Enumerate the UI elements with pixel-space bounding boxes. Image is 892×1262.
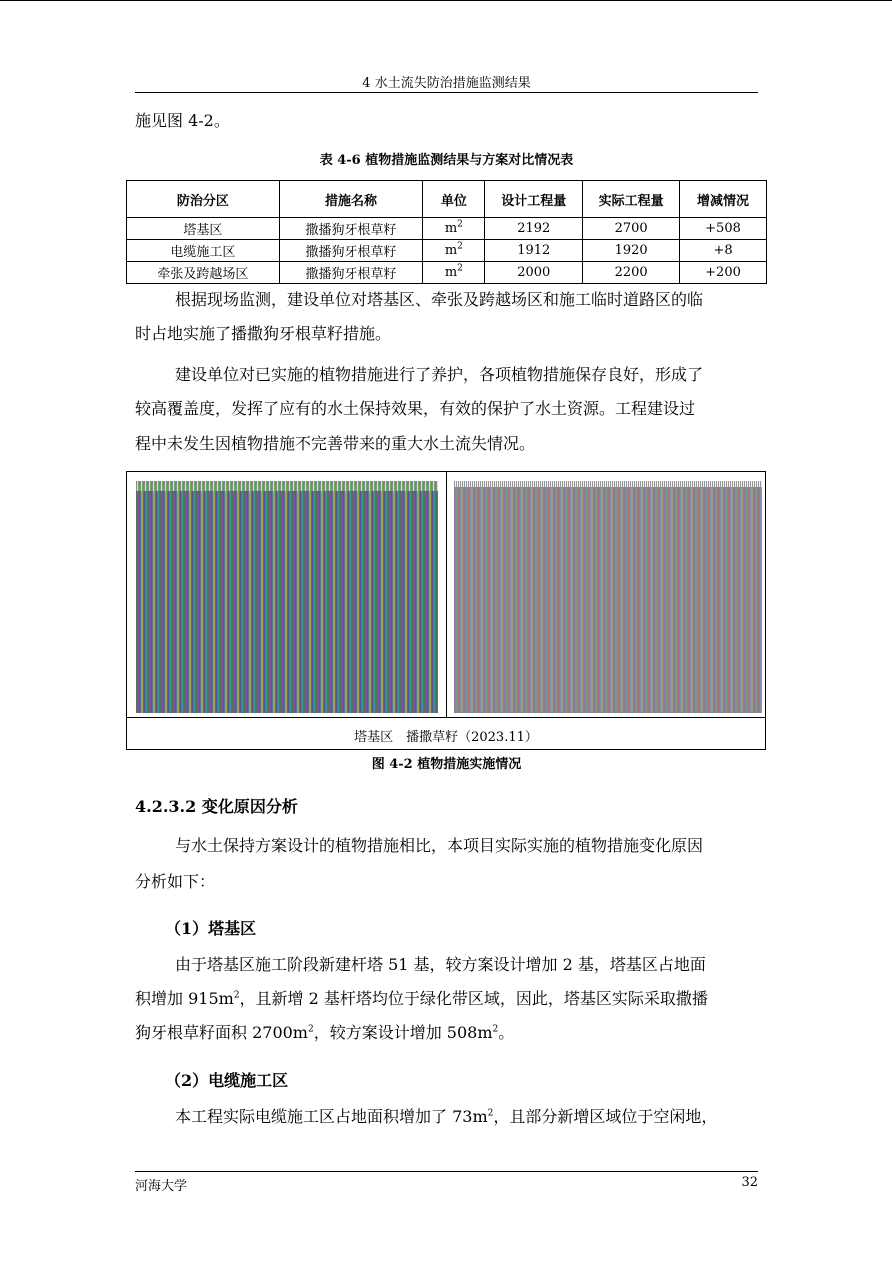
table-caption: 表 4-6 植物措施监测结果与方案对比情况表 xyxy=(319,153,574,168)
col-header-diff: 增减情况 xyxy=(680,181,767,218)
figure-caption: 图 4-2 植物措施实施情况 xyxy=(371,757,522,772)
table-row xyxy=(127,240,767,262)
table-row xyxy=(127,262,767,284)
intro-line: 施见图 4-2。 xyxy=(135,111,230,130)
col-header-unit: 单位 xyxy=(423,181,485,218)
subsection-heading-tower: （1）塔基区 xyxy=(165,919,257,938)
figure-divider-vertical xyxy=(446,472,447,717)
table-header-row xyxy=(127,181,767,218)
col-header-measure: 措施名称 xyxy=(279,181,423,218)
figure-sub-caption: 塔基区 播撒草籽（2023.11） xyxy=(354,730,538,745)
cell-zone: 塔基区 xyxy=(127,218,280,240)
header-rule xyxy=(135,92,758,93)
col-header-design: 设计工程量 xyxy=(485,181,583,218)
subsection-heading-cable: （2）电缆施工区 xyxy=(165,1071,289,1090)
planting-photo-left xyxy=(136,481,438,713)
cell-design: 2192 xyxy=(485,218,583,240)
para1-line1: 根据现场监测，建设单位对塔基区、牵张及跨越场区和施工临时道路区的临 xyxy=(175,290,704,309)
para2-line1: 建设单位对已实施的植物措施进行了养护，各项植物措施保存良好，形成了 xyxy=(175,365,704,384)
cell-actual: 2200 xyxy=(583,262,680,284)
cell-unit: $m^2$ xyxy=(423,240,485,262)
footer-institution: 河海大学 xyxy=(135,1179,188,1194)
figure-frame xyxy=(126,471,766,750)
table-row xyxy=(127,218,767,240)
cell-measure: 撒播狗牙根草籽 xyxy=(279,262,423,284)
cell-unit: $m^2$ xyxy=(423,262,485,284)
running-header: 4 水土流失防治措施监测结果 xyxy=(362,76,531,91)
planting-photo-right xyxy=(454,481,762,713)
sub2-line1: 本工程实际电缆施工区占地面积增加了 $73m^2$，且部分新增区域位于空闲地， xyxy=(175,1107,718,1126)
para2-line3: 程中未发生因植物措施不完善带来的重大水土流失情况。 xyxy=(135,434,536,453)
page-number: 32 xyxy=(741,1175,758,1190)
cell-design: 1912 xyxy=(485,240,583,262)
cell-diff: +200 xyxy=(680,262,767,284)
cell-unit: $m^2$ xyxy=(423,218,485,240)
cell-zone: 牵张及跨越场区 xyxy=(127,262,280,284)
section-para-line2: 分析如下： xyxy=(135,872,216,891)
section-para-line1: 与水土保持方案设计的植物措施相比，本项目实际实施的植物措施变化原因 xyxy=(175,836,704,855)
section-heading: 4.2.3.2 变化原因分析 xyxy=(135,797,298,816)
page-top-border xyxy=(0,0,892,1)
col-header-actual: 实际工程量 xyxy=(583,181,680,218)
figure-divider-horizontal xyxy=(127,717,765,718)
sub1-line1: 由于塔基区施工阶段新建杆塔 51 基，较方案设计增加 2 基，塔基区占地面 xyxy=(175,955,706,974)
cell-actual: 2700 xyxy=(583,218,680,240)
cell-design: 2000 xyxy=(485,262,583,284)
para1-line2: 时占地实施了播撒狗牙根草籽措施。 xyxy=(135,324,392,343)
para2-line2: 较高覆盖度，发挥了应有的水土保持效果，有效的保护了水土资源。工程建设过 xyxy=(135,399,696,418)
cell-actual: 1920 xyxy=(583,240,680,262)
footer-rule xyxy=(135,1171,758,1172)
cell-diff: +508 xyxy=(680,218,767,240)
plant-measures-table xyxy=(126,180,767,284)
cell-measure: 撒播狗牙根草籽 xyxy=(279,218,423,240)
sub1-line3: 狗牙根草籽面积 $2700m^2$，较方案设计增加 $508m^2$。 xyxy=(135,1023,515,1042)
col-header-zone: 防治分区 xyxy=(127,181,280,218)
sub1-line2: 积增加 $915m^2$，且新增 2 基杆塔均位于绿化带区域，因此，塔基区实际采取撒播 xyxy=(135,989,708,1008)
cell-measure: 撒播狗牙根草籽 xyxy=(279,240,423,262)
cell-zone: 电缆施工区 xyxy=(127,240,280,262)
cell-diff: +8 xyxy=(680,240,767,262)
